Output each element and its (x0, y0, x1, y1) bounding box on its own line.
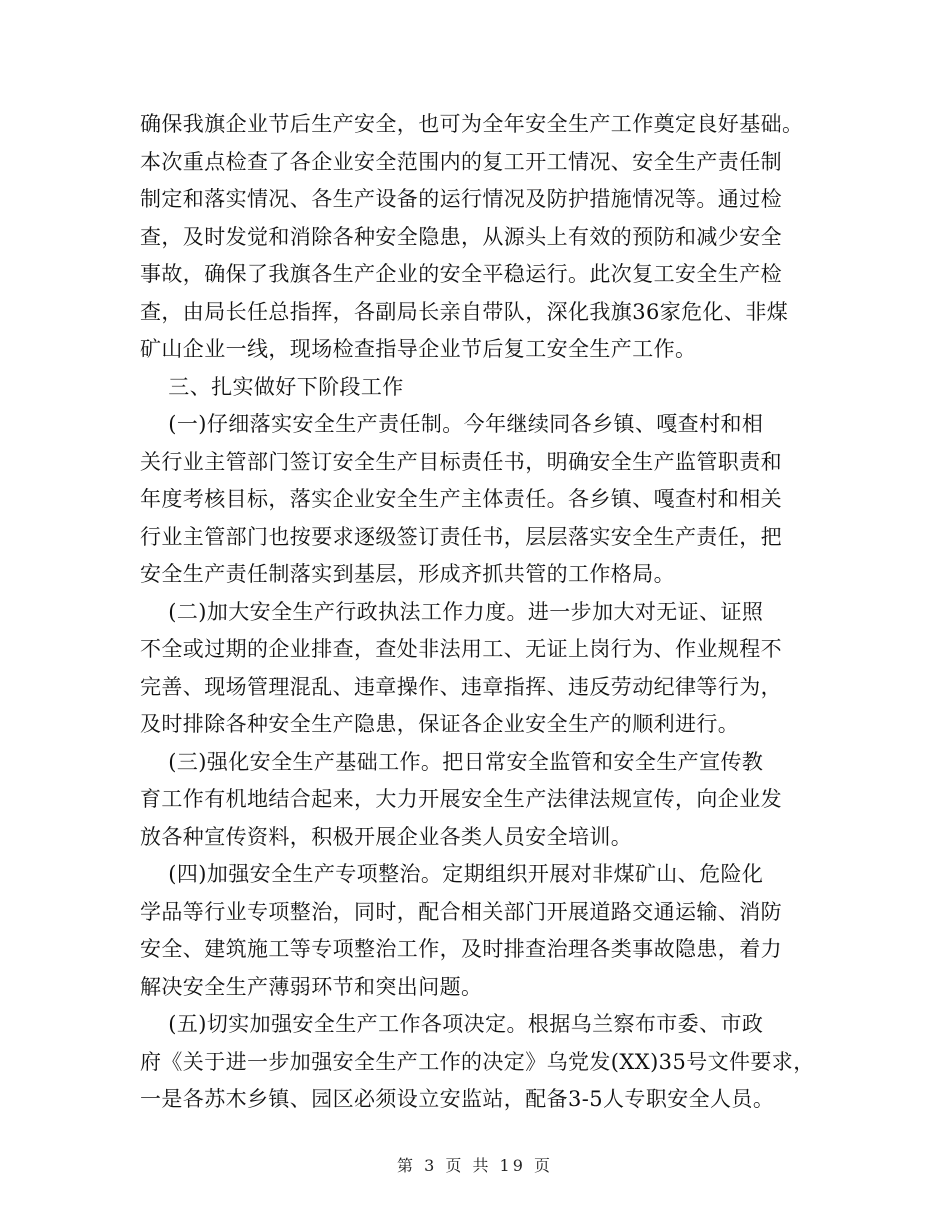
text-line: 不全或过期的企业排查，查处非法用工、无证上岗行为、作业规程不 (140, 637, 782, 661)
text-line: 及时排除各种安全生产隐患，保证各企业安全生产的顺利进行。 (140, 712, 740, 736)
text-line: 一是各苏木乡镇、园区必须设立安监站，配备3-5人专职安全人员。 (140, 1087, 775, 1111)
text-line: 查，及时发觉和消除各种安全隐患，从源头上有效的预防和减少安全 (140, 224, 782, 249)
text-line: (二)加大安全生产行政执法工作力度。进一步加大对无证、证照 (140, 599, 764, 624)
text-line: 行业主管部门也按要求逐级签订责任书，层层落实安全生产责任，把 (140, 524, 782, 549)
text-line: 事故，确保了我旗各生产企业的安全平稳运行。此次复工安全生产检 (140, 262, 782, 286)
text-line: 查，由局长任总指挥，各副局长亲自带队，深化我旗36家危化、非煤 (140, 299, 789, 324)
text-line: 安全、建筑施工等专项整治工作，及时排查治理各类事故隐患，着力 (140, 937, 782, 961)
text-line: (一)仔细落实安全生产责任制。今年继续同各乡镇、嘎查村和相 (140, 412, 764, 436)
text-line: (五)切实加强安全生产工作各项决定。根据乌兰察布市委、市政 (140, 1012, 764, 1036)
text-line: 制定和落实情况、各生产设备的运行情况及防护措施情况等。通过检 (140, 187, 782, 211)
text-line: 学品等行业专项整治，同时，配合相关部门开展道路交通运输、消防 (140, 899, 782, 924)
document-body (140, 106, 815, 1119)
text-line: 年度考核目标，落实企业安全生产主体责任。各乡镇、嘎查村和相关 (140, 487, 782, 511)
text-line: 确保我旗企业节后生产安全，也可为全年安全生产工作奠定良好基础。 (140, 112, 804, 136)
text-line: 完善、现场管理混乱、违章操作、违章指挥、违反劳动纪律等行为， (140, 674, 782, 699)
text-line: 解决安全生产薄弱环节和突出问题。 (140, 974, 483, 999)
text-line: 府《关于进一步加强安全生产工作的决定》乌党发(XX)35号文件要求， (140, 1049, 815, 1074)
section-heading: 三、扎实做好下阶段工作 (140, 374, 404, 399)
text-line: 放各种宣传资料，积极开展企业各类人员安全培训。 (140, 824, 633, 849)
page-number-footer: 第 3 页 共 19 页 (397, 1156, 553, 1175)
text-line: 本次重点检查了各企业安全范围内的复工开工情况、安全生产责任制 (140, 149, 782, 174)
text-line: 安全生产责任制落实到基层，形成齐抓共管的工作格局。 (140, 562, 675, 586)
text-line: 关行业主管部门签订安全生产目标责任书，明确安全生产监管职责和 (140, 449, 782, 474)
text-line: 育工作有机地结合起来，大力开展安全生产法律法规宣传，向企业发 (140, 787, 782, 811)
text-line: (四)加强安全生产专项整治。定期组织开展对非煤矿山、危险化 (140, 862, 764, 886)
text-line: (三)强化安全生产基础工作。把日常安全监管和安全生产宣传教 (140, 749, 764, 774)
text-line: 矿山企业一线，现场检查指导企业节后复工安全生产工作。 (140, 337, 697, 361)
